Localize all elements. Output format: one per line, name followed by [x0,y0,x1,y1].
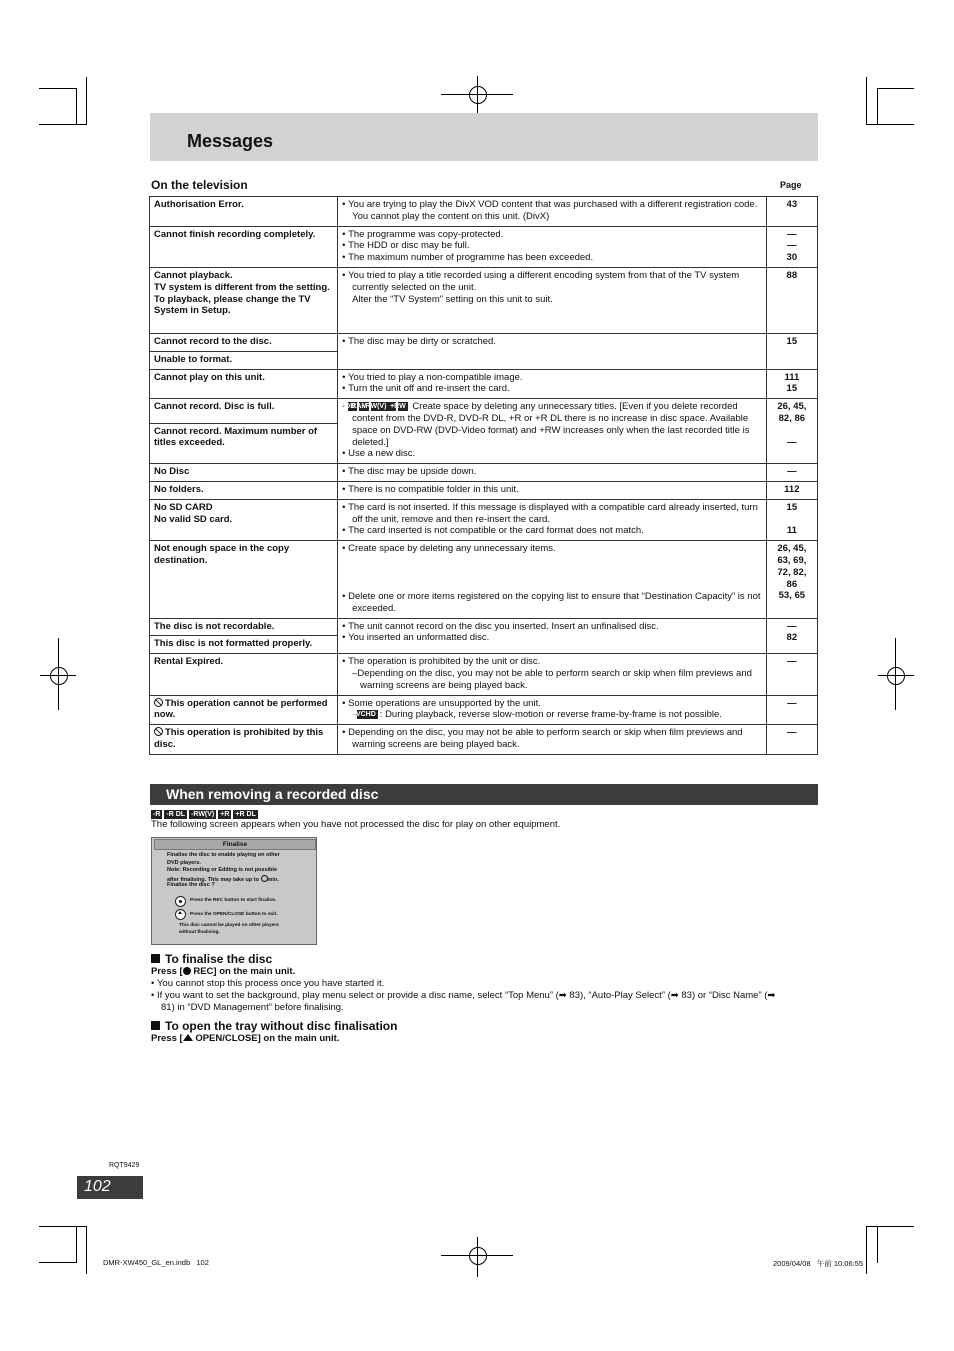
page-cell: — [766,695,817,725]
screen-title: Finalise [154,839,316,850]
message-cell: Cannot finish recording completely. [150,226,338,267]
screen-line: Finalise the disc to enable playing on other [167,852,280,858]
disc-tag-row [151,808,260,819]
disc-tag: +R [220,811,230,818]
disc-tag: +R DL [235,811,256,818]
message-cell: No SD CARD No valid SD card. [150,499,338,540]
table-row [150,333,818,351]
registration-mark [469,86,487,104]
avchd-tag: AVCHD [351,711,376,719]
print-timestamp: 2009/04/08 午前 10:06:55 [773,1259,864,1268]
message-cell: Cannot record to the disc. [150,333,338,351]
message-cell: Not enough space in the copy destination. [150,541,338,618]
description-cell: • The disc may be upside down. [338,464,767,482]
description-cell: • The operation is prohibited by the unit or disc. – Depending on the disc, you may not be able to perform search or skip when film previews and warning screens are being played back. [338,654,767,695]
crop-mark [39,1262,76,1263]
description-cell: • There is no compatible folder in this unit. [338,481,767,499]
crop-mark [76,1226,77,1263]
description-cell: • Create space by deleting any unnecessary items. • Delete one or more items registered on the copying list to ensure that “Destination Capacity” is not exceeded. [338,541,767,618]
crop-mark [86,1226,87,1274]
messages-table [149,196,818,755]
crop-mark [866,1226,914,1227]
table-row [150,481,818,499]
crop-mark [877,1226,878,1263]
description-cell: • HDDRAM-RW(V) +RW Create space by deleting any unnecessary titles. [Even if you delete recorded content from the DVD-R, DVD-R DL, +R or +R DL there is no increase in disc space. Available space on DVD-RW (DVD-Video format) and +RW increases only when the last recorded title is deleted.] • Use a new disc. [338,399,767,464]
table-row [150,541,818,618]
screen-warning-line: This disc cannot be played on other players [179,923,279,928]
table-subheading: On the television [151,178,248,192]
crop-mark [866,124,914,125]
message-cell: This operation cannot be performed now. [150,695,338,725]
registration-mark [50,667,68,685]
open-instruction: Press the OPEN/CLOSE button to exit. [190,912,278,917]
prohibited-icon [154,698,163,707]
page-cell: 88 [766,267,817,333]
message-cell: This disc is not formatted properly. [150,636,338,654]
screen-line: DVD players. [167,859,201,866]
page-title: Messages [187,131,274,151]
page-cell: 15 11 [766,499,817,540]
table-row [150,654,818,695]
description-cell: • The card is not inserted. If this message is displayed with a compatible card already inserted, turn off the unit, remove and then re-insert the card. • The card inserted is not compatible or the card format does not match. [338,499,767,540]
description-cell: • The unit cannot record on the disc you inserted. Insert an unfinalised disc. • You inserted an unformatted disc. [338,618,767,654]
section-title: When removing a recorded disc [166,786,379,802]
registration-mark [887,667,905,685]
screen-line: Note: Recording or Editing is not possible [167,867,278,874]
plus-rw-tag: +RW [390,403,406,411]
table-row [150,725,818,755]
crop-mark [877,88,878,125]
page-cell: 112 [766,481,817,499]
message-cell: This operation is prohibited by this disc. [150,725,338,755]
page-cell: 26, 45, 82, 86 — [766,399,817,464]
table-row [150,618,818,636]
message-cell: Cannot play on this unit. [150,369,338,399]
table-row [150,695,818,725]
open-tray-heading: To open the tray without disc finalisation [151,1019,397,1033]
table-row [150,464,818,482]
message-cell: No Disc [150,464,338,482]
page-cell: — [766,464,817,482]
crop-mark [866,1226,867,1274]
rec-icon [175,896,186,907]
message-cell: Authorisation Error. [150,197,338,227]
registration-mark [469,1247,487,1265]
document-code: RQT9429 [109,1162,140,1169]
message-cell: Rental Expired. [150,654,338,695]
table-row [150,267,818,333]
finalise-screen [151,837,317,945]
intro-text: The following screen appears when you have not processed the disc for play on other equipment. [151,819,561,830]
description-cell: • Depending on the disc, you may not be able to perform search or skip when film previews and warning screens are being played back. [338,725,767,755]
disc-tag: -R DL [166,811,186,818]
page-cell: — — 30 [766,226,817,267]
crop-mark [39,88,76,89]
screen-line: after finalising. This may take up to min. [167,876,279,883]
description-cell: • You tried to play a non-compatible image. • Turn the unit off and re-insert the card. [338,369,767,399]
hdd-tag: HDD [340,403,356,411]
square-bullet-icon [151,954,160,963]
screen-warning-line: without finalising. [179,930,220,935]
message-cell: Unable to format. [150,351,338,369]
description-cell: • The disc may be dirty or scratched. [338,333,767,369]
screen-line: Finalise the disc ? [167,882,215,889]
message-cell: Cannot record. Maximum number of titles exceeded. [150,423,338,464]
message-cell: Cannot record. Disc is full. [150,399,338,423]
crop-mark [877,88,914,89]
page-cell: 111 15 [766,369,817,399]
ram-tag: RAM [351,403,368,411]
description-cell: • You tried to play a title recorded using a different encoding system from that of the TV system currently selected on the unit. Alter the “TV System” setting on this unit to suit. [338,267,767,333]
eject-icon [175,909,186,920]
message-cell: No folders. [150,481,338,499]
description-cell: • You are trying to play the DivX VOD content that was purchased with a different registration code. You cannot play the content on this unit. (DivX) [338,197,767,227]
square-bullet-icon [151,1021,160,1030]
finalise-press-line: Press [ REC] on the main unit. [151,966,296,977]
open-tray-press-line: Press [ OPEN/CLOSE] on the main unit. [151,1033,340,1044]
clock-icon [261,875,268,882]
disc-tag: -R [153,811,161,818]
crop-mark [39,1226,87,1227]
rec-instruction: Press the REC button to start finalise. [190,898,277,903]
page-cell: 43 [766,197,817,227]
registration-mark [58,638,59,710]
crop-mark [76,88,77,125]
table-row [150,399,818,423]
page-cell: 26, 45, 63, 69, 72, 82, 86 53, 65 [766,541,817,618]
finalise-heading: To finalise the disc [151,952,272,966]
crop-mark [866,77,867,125]
registration-mark [477,76,478,116]
disc-tag: -RW(V) [191,811,215,818]
table-row [150,226,818,267]
prohibited-icon [154,727,163,736]
page-column-header: Page [780,180,802,190]
print-file-name: DMR-XW450_GL_en.indb 102 [103,1258,209,1267]
description-cell: • Some operations are unsupported by the unit. – AVCHD : During playback, reverse slow-motion or reverse frame-by-frame is not possible. [338,695,767,725]
crop-mark [86,77,87,125]
page-cell: — [766,654,817,695]
message-cell: The disc is not recordable. [150,618,338,636]
registration-mark [895,638,896,710]
registration-mark [878,675,914,676]
page-cell: 15 [766,333,817,369]
table-row [150,499,818,540]
finalise-bullets: • You cannot stop this process once you have started it. • If you want to set the background, play menu select or provide a disc name, select “Top Menu” (➡ 83), “Auto-Play Select” (➡ 83) or “Disc Name” (➡ 81) in “DVD Management” before finalising. [151,978,791,1014]
table-row [150,197,818,227]
rw-v-tag: -RW(V) [371,402,396,411]
registration-mark [477,1237,478,1277]
message-cell: Cannot playback. TV system is different from the setting. To playback, please change the TV System in Setup. [150,267,338,333]
page-number: 102 [84,1178,111,1195]
description-cell: • The programme was copy-protected. • The HDD or disc may be full. • The maximum number of programme has been exceeded. [338,226,767,267]
page-cell: — 82 [766,618,817,654]
table-row [150,369,818,399]
page-cell: — [766,725,817,755]
rec-dot-icon [183,967,191,975]
eject-icon [183,1034,193,1041]
crop-mark [39,124,87,125]
